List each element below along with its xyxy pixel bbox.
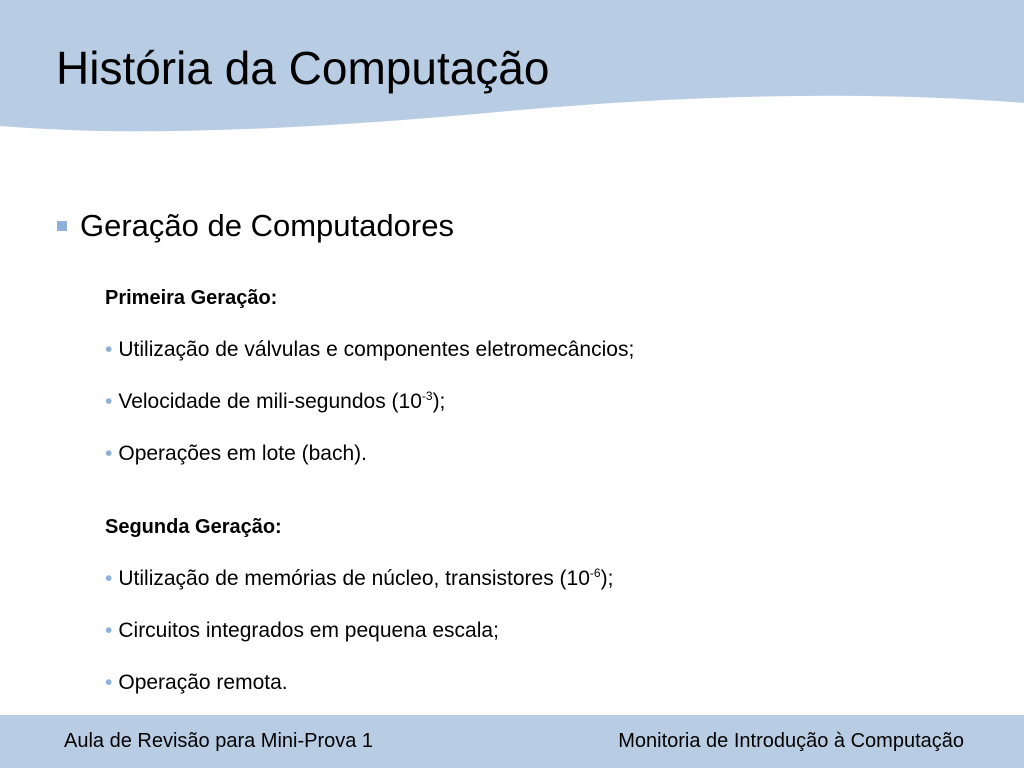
bullet-dot-icon: • bbox=[105, 671, 113, 694]
footer-left-text: Aula de Revisão para Mini-Prova 1 bbox=[64, 730, 374, 752]
main-bullet bbox=[57, 206, 454, 246]
list-item: • Circuitos integrados em pequena escala; bbox=[105, 619, 499, 642]
bullet-dot-icon: • bbox=[105, 567, 113, 590]
footer-bar bbox=[0, 715, 1024, 768]
superscript-exponent: -3 bbox=[421, 389, 433, 403]
page-title: História da Computação bbox=[56, 42, 550, 94]
main-bullet-text: Geração de Computadores bbox=[80, 208, 454, 243]
list-item: • Utilização de válvulas e componentes eletromecâncios; bbox=[105, 338, 635, 361]
bullet-dot-icon: • bbox=[105, 390, 113, 413]
bullet-dot-icon: • bbox=[105, 338, 113, 361]
list-item: • Utilização de memórias de núcleo, transistores $(10^{-6})$; bbox=[105, 566, 614, 590]
section-heading-first-generation: Primeira Geração: bbox=[105, 287, 278, 309]
square-bullet-icon bbox=[57, 221, 67, 231]
list-item: • Velocidade de mili-segundos $(10^{-3})$; bbox=[105, 389, 446, 413]
superscript-exponent: -6 bbox=[589, 566, 601, 580]
bullet-dot-icon: • bbox=[105, 619, 113, 642]
footer-right-text: Monitoria de Introdução à Computação bbox=[618, 730, 964, 752]
bullet-dot-icon: • bbox=[105, 442, 113, 465]
list-item: • Operação remota. bbox=[105, 671, 288, 694]
section-heading-second-generation: Segunda Geração: bbox=[105, 516, 282, 538]
list-item: • Operações em lote (bach). bbox=[105, 442, 367, 465]
